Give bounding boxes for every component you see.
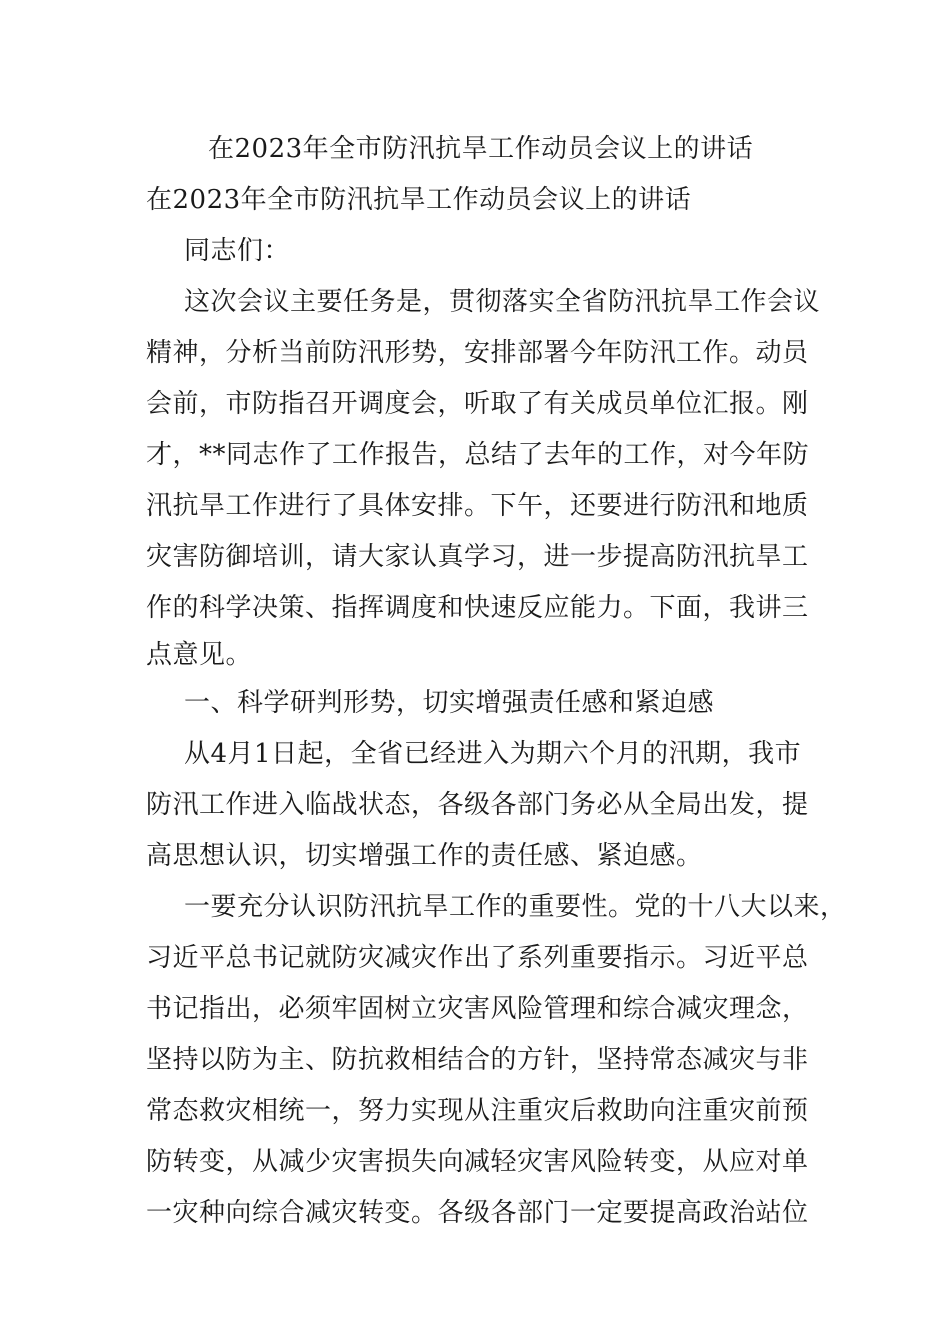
paragraph-line: 灾害防御培训，请大家认真学习，进一步提高防汛抗旱工 [146, 542, 809, 572]
paragraph-line: 一要充分认识防汛抗旱工作的重要性。党的十八大以来， [184, 892, 847, 922]
paragraph-line: 会前，市防指召开调度会，听取了有关成员单位汇报。刚 [146, 389, 809, 419]
paragraph-line: 汛抗旱工作进行了具体安排。下午，还要进行防汛和地质 [146, 491, 809, 521]
document-title: 在2023年全市防汛抗旱工作动员会议上的讲话 [208, 134, 754, 164]
paragraph-line: 才，**同志作了工作报告，总结了去年的工作，对今年防 [146, 440, 810, 470]
paragraph-line: 点意见。 [146, 640, 253, 670]
document-subtitle: 在2023年全市防汛抗旱工作动员会议上的讲话 [146, 185, 692, 215]
paragraph-line: 习近平总书记就防灾减灾作出了系列重要指示。习近平总 [146, 943, 809, 973]
paragraph-line: 常态救灾相统一，努力实现从注重灾后救助向注重灾前预 [146, 1096, 809, 1126]
paragraph-line: 从4月1日起，全省已经进入为期六个月的汛期，我市 [184, 739, 802, 769]
paragraph-line: 作的科学决策、指挥调度和快速反应能力。下面，我讲三 [146, 593, 809, 623]
paragraph-line: 防汛工作进入临战状态，各级各部门务必从全局出发，提 [146, 790, 809, 820]
salutation: 同志们： [184, 236, 291, 266]
paragraph-line: 一灾种向综合减灾转变。各级各部门一定要提高政治站位 [146, 1198, 809, 1228]
paragraph-line: 防转变，从减少灾害损失向减轻灾害风险转变，从应对单 [146, 1147, 809, 1177]
paragraph-line: 坚持以防为主、防抗救相结合的方针，坚持常态减灾与非 [146, 1045, 809, 1075]
paragraph-line: 这次会议主要任务是，贯彻落实全省防汛抗旱工作会议 [184, 287, 821, 317]
paragraph-line: 精神，分析当前防汛形势，安排部署今年防汛工作。动员 [146, 338, 809, 368]
paragraph-line: 高思想认识，切实增强工作的责任感、紧迫感。 [146, 841, 703, 871]
paragraph-line: 书记指出，必须牢固树立灾害风险管理和综合减灾理念， [146, 994, 809, 1024]
section-heading: 一、科学研判形势，切实增强责任感和紧迫感 [184, 688, 715, 718]
